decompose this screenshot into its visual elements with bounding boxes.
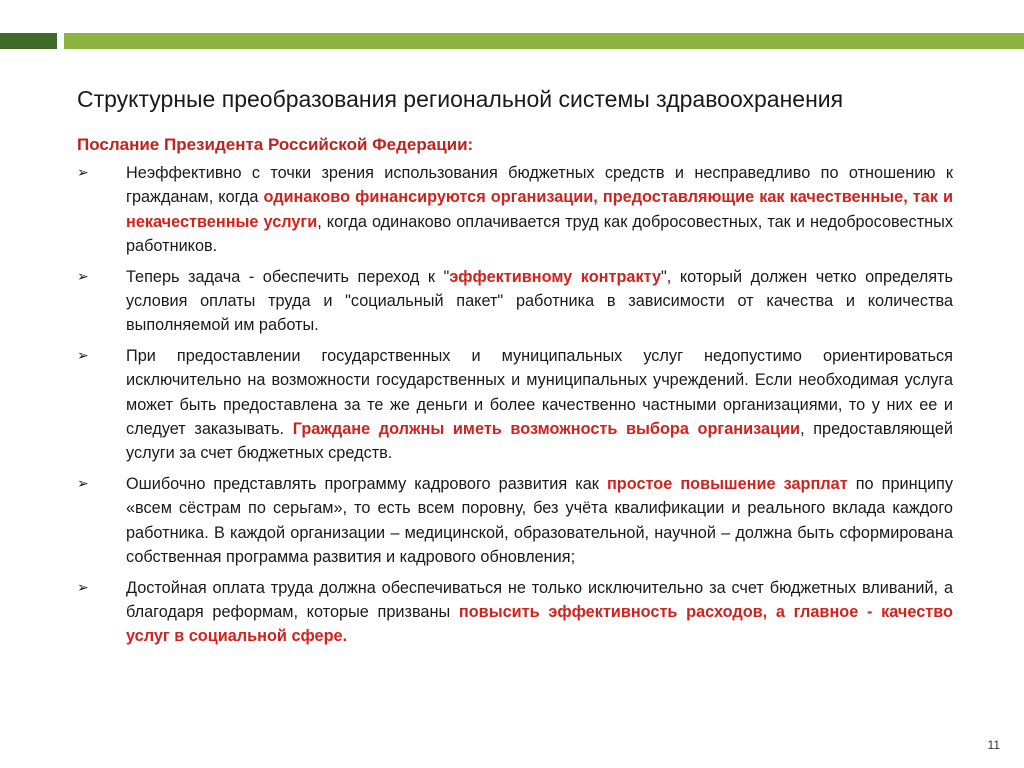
- header-accent-bar-dark: [0, 33, 57, 49]
- arrow-bullet-icon: ➢: [77, 475, 89, 492]
- bullet-item: [77, 265, 953, 338]
- arrow-bullet-icon: ➢: [77, 579, 89, 596]
- bullet-text: , предоставляющей услуги за счет бюджетных средств.: [126, 420, 953, 463]
- bullet-text: Теперь задача - обеспечить переход к ": [126, 267, 450, 286]
- bullet-item: [77, 344, 953, 466]
- bullet-item: [77, 576, 953, 649]
- bullet-item: [77, 161, 953, 259]
- arrow-bullet-icon: ➢: [77, 347, 89, 364]
- header-accent-bar-light: [64, 33, 1024, 49]
- slide-title: Структурные преобразования региональной системы здравоохранения: [77, 86, 844, 112]
- bullet-list: [77, 161, 953, 655]
- bullet-text: Достойная оплата труда должна обеспечиваться не только исключительно за счет бюджетных вливаний, а благодаря реформам, которые призваны: [126, 578, 953, 621]
- arrow-bullet-icon: ➢: [77, 268, 89, 285]
- bullet-highlight: одинаково финансируются организации, предоставляющие как качественные, так и некачественные услуги: [126, 188, 953, 231]
- bullet-highlight: эффективному контракту: [449, 267, 662, 286]
- bullet-text: При предоставлении государственных и муниципальных услуг недопустимо ориентироваться исключительно на возможности государственных и муниципальных учреждений. Если необходимая услуга может быть предоставлена за те же деньги и более качественно частными организациями, то у них ее и следует заказывать.: [126, 346, 953, 439]
- page-number: 11: [987, 738, 1000, 752]
- arrow-bullet-icon: ➢: [77, 165, 89, 181]
- bullet-highlight: Граждане должны иметь возможность выбора организации: [292, 420, 801, 439]
- bullet-highlight: простое повышение зарплат: [606, 474, 848, 493]
- bullet-text: , когда одинаково оплачивается труд как добросовестных, так и недобросовестных работников.: [126, 212, 953, 256]
- bullet-item: [77, 472, 953, 570]
- slide-subtitle: Послание Президента Российской Федерации:: [77, 135, 474, 154]
- bullet-text: по принципу «всем сёстрам по серьгам», то есть всем поровну, без учёта квалификации и реального вклада каждого работника. В каждой организации – медицинской, образовательной, научной – должна быть сформирована собственная программа развития и кадрового обновления;: [126, 474, 954, 567]
- bullet-text: Неэффективно с точки зрения использования бюджетных средств и несправедливо по отношению к гражданам, когда: [126, 164, 953, 207]
- bullet-highlight: повысить эффективность расходов, а главное - качество услуг в социальной сфере.: [126, 602, 953, 646]
- bullet-text: Ошибочно представлять программу кадрового развития как: [126, 474, 607, 493]
- bullet-text: ", который должен четко определять условия оплаты труда и "социальный пакет" работника в зависимости от качества и количества выполняемой им работы.: [126, 267, 953, 335]
